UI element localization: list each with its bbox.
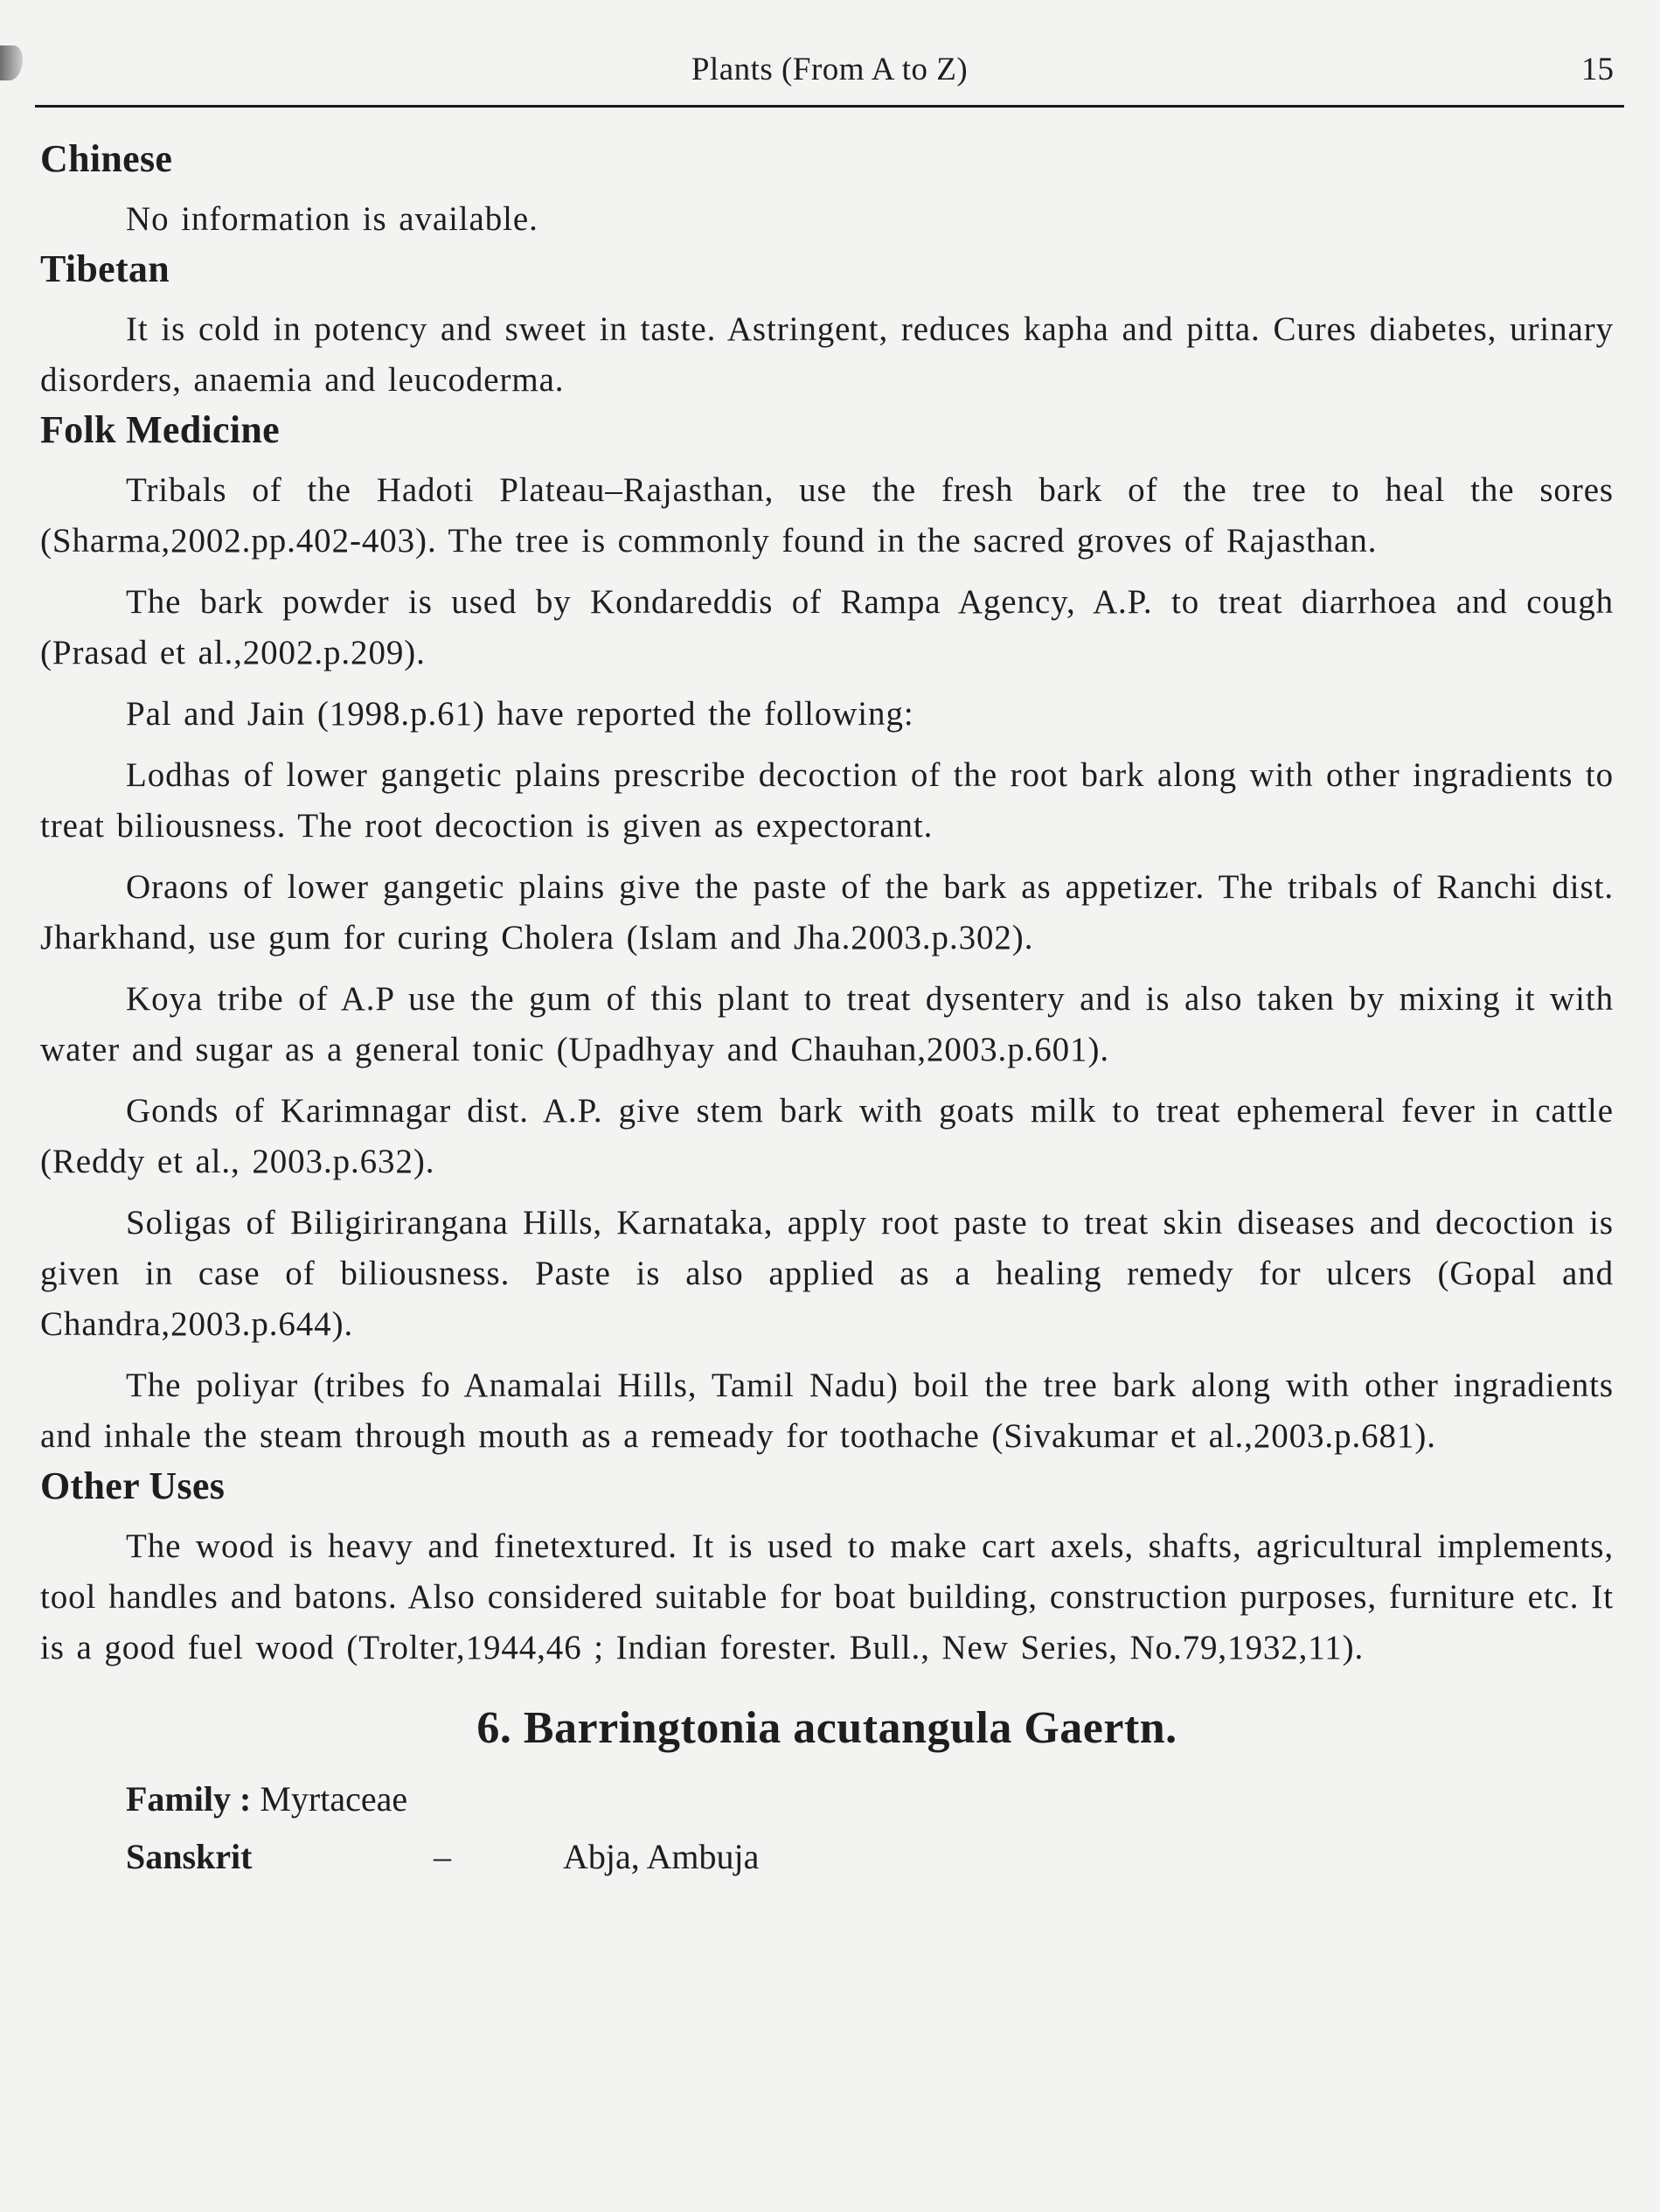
folk-medicine-paragraph: Gonds of Karimnagar dist. A.P. give stem bark with goats milk to treat ephemeral fever in cattle (Reddy et al., 2003.p.632). [40,1092,1614,1180]
family-label: Family : [126,1779,252,1819]
folk-medicine-paragraph: The bark powder is used by Kondareddis of Rampa Agency, A.P. to treat diarrhoea and cough (Prasad et al.,2002.p.209). [40,583,1614,671]
section-heading-folk-medicine: Folk Medicine [40,408,280,451]
folk-medicine-paragraph: Tribals of the Hadoti Plateau–Rajasthan, use the fresh bark of the tree to heal the sores (Sharma,2002.pp.402-403). The tree is commonly found in the sacred groves of Rajasthan. [40,471,1614,560]
chinese-paragraph: No information is available. [126,200,538,238]
section-heading-chinese: Chinese [40,137,173,180]
folk-medicine-paragraph: Lodhas of lower gangetic plains prescribe decoction of the root bark along with other ingradients to treat biliousness. The root decoction is given as expectorant. [40,756,1614,845]
folk-medicine-paragraph: The poliyar (tribes fo Anamalai Hills, Tamil Nadu) boil the tree bark along with other ingradients and inhale the steam through mouth as a remeady for toothache (Sivakumar et al.,2003.p.681). [40,1367,1614,1455]
other-uses-paragraph: The wood is heavy and finetextured. It is used to make cart axels, shafts, agricultural implements, tool handles and batons. Also considered suitable for boat building, construction purposes, furniture etc. It is a good fuel wood (Trolter,1944,46 ; Indian forester. Bull., New Series, No.79,1932,11). [40,1527,1614,1666]
section-heading-other-uses: Other Uses [40,1464,226,1507]
sanskrit-row [40,1831,1614,1883]
folk-medicine-paragraph: Pal and Jain (1998.p.61) have reported the following: [126,695,914,733]
sanskrit-dash: – [434,1837,451,1876]
folk-medicine-paragraph: Oraons of lower gangetic plains give the paste of the bark as appetizer. The tribals of Ranchi dist. Jharkhand, use gum for curing Cholera (Islam and Jha.2003.p.302). [40,868,1614,956]
page-number: 15 [1581,52,1614,87]
family-row [40,1773,1614,1826]
page-edge-mark [0,45,23,80]
tibetan-paragraph: It is cold in potency and sweet in taste. Astringent, reduces kapha and pitta. Cures diabetes, urinary disorders, anaemia and leucoderma. [40,310,1614,399]
running-title: Plants (From A to Z) [691,52,969,87]
folk-medicine-paragraph: Koya tribe of A.P use the gum of this plant to treat dysentery and is also taken by mixing it with water and sugar as a general tonic (Upadhyay and Chauhan,2003.p.601). [40,980,1614,1068]
header-rule [35,105,1624,108]
sanskrit-value: Abja, Ambuja [563,1837,760,1876]
page-content [40,135,1614,1883]
family-value: Myrtaceae [260,1779,408,1819]
running-header [35,51,1624,105]
folk-medicine-paragraph: Soligas of Biligirirangana Hills, Karnataka, apply root paste to treat skin diseases and decoction is given in case of biliousness. Paste is also applied as a healing remedy for ulcers (Gopal and Chandra,2003.p.644). [40,1204,1614,1343]
species-title: 6. Barringtonia acutangula Gaertn. [476,1703,1177,1753]
section-heading-tibetan: Tibetan [40,247,170,290]
sanskrit-label: Sanskrit [126,1837,253,1876]
